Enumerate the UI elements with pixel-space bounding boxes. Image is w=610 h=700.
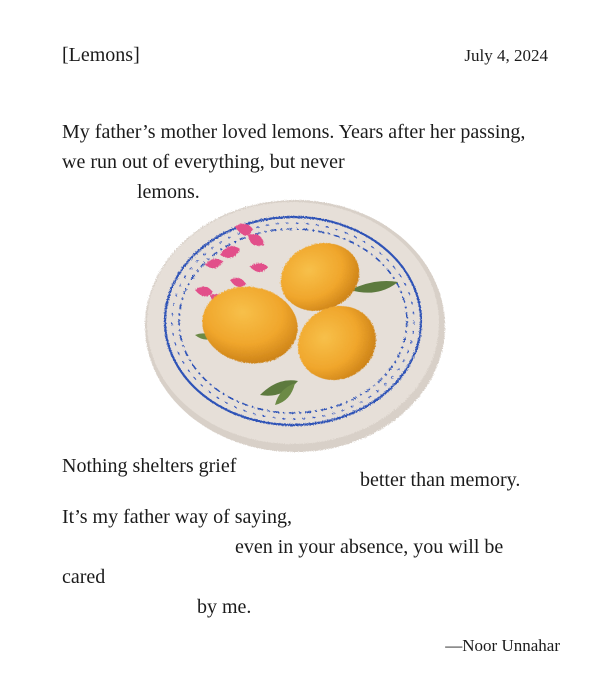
poem-line: even in your absence, you will be xyxy=(235,536,504,558)
poem-line: It’s my father way of saying, xyxy=(62,506,292,528)
poem-line: by me. xyxy=(197,596,252,618)
author-signature: —Noor Unnahar xyxy=(445,636,560,655)
poem-line: Nothing shelters grief xyxy=(62,455,237,477)
lemon-plate-illustration xyxy=(140,195,450,457)
poem-line: we run out of everything, but never xyxy=(62,151,345,173)
poem-line: My father’s mother loved lemons. Years after her passing, xyxy=(62,121,526,143)
poem-line: lemons. xyxy=(137,181,200,203)
poem-title: [Lemons] xyxy=(62,44,140,66)
poem-date: July 4, 2024 xyxy=(464,46,548,65)
poem-line: cared xyxy=(62,566,106,588)
poem-line: better than memory. xyxy=(360,469,521,491)
